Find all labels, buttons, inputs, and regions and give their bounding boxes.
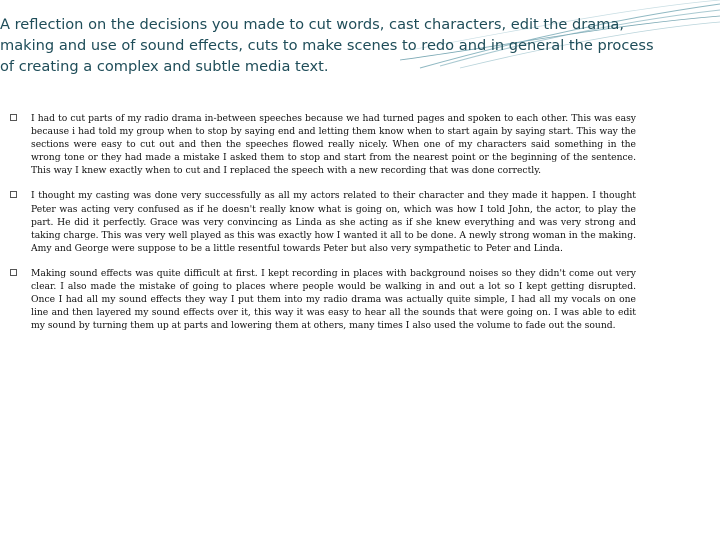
bullet-square-icon	[10, 269, 17, 276]
bullet-item-casting	[10, 189, 636, 254]
bullet-text: I thought my casting was done very successfully as all my actors related to their character and they made it happen. I thought Peter was acting very confused as if he doesn't really know what is going on, which was how I told John, the actor, to play the part. He did it perfectly. Grace was very convincing as Linda as she acting as if she knew everything and was very strong and taking charge. This was very well played as this was exactly how I wanted it all to be done. A newly strong woman in the making. Amy and George were suppose to be a little resentful towards Peter but also very sympathetic to Peter and Linda.	[31, 190, 636, 254]
bullet-list	[10, 112, 636, 344]
bullet-square-icon	[10, 191, 17, 198]
bullet-text: Making sound effects was quite difficult at first. I kept recording in places with background noises so they didn't come out very clear. I also made the mistake of going to places where people would be walking in and out a lot so I kept getting disrupted. Once I had all my sound effects they way I put them into my radio drama was actually quite simple, I had all my vocals on one line and then layered my sound effects over it, this way it was easy to hear all the sounds that were going on. I was able to edit my sound by turning them up at parts and lowering them at others, many times I also used the volume to fade out the sound.	[31, 267, 636, 332]
bullet-text: I had to cut parts of my radio drama in-between speeches because we had turned pages and spoken to each other. This was easy because i had told my group when to stop by saying end and letting them know when to start again by saying start. This way the sections were easy to cut out and then the speeches flowed really nicely. When one of my characters said something in the wrong tone or they had made a mistake I asked them to stop and start from the nearest point or the beginning of the sentence. This way I knew exactly when to cut and I replaced the speech with a new recording that was done correctly.	[31, 113, 636, 177]
slide-title: A reflection on the decisions you made to cut words, cast characters, edit the drama, making and use of sound effects, cuts to make scenes to redo and in general the process of creating a complex and subtle media text.	[0, 16, 654, 75]
bullet-item-sound-effects	[10, 267, 636, 332]
bullet-item-cutting	[10, 112, 636, 177]
bullet-square-icon	[10, 114, 17, 121]
